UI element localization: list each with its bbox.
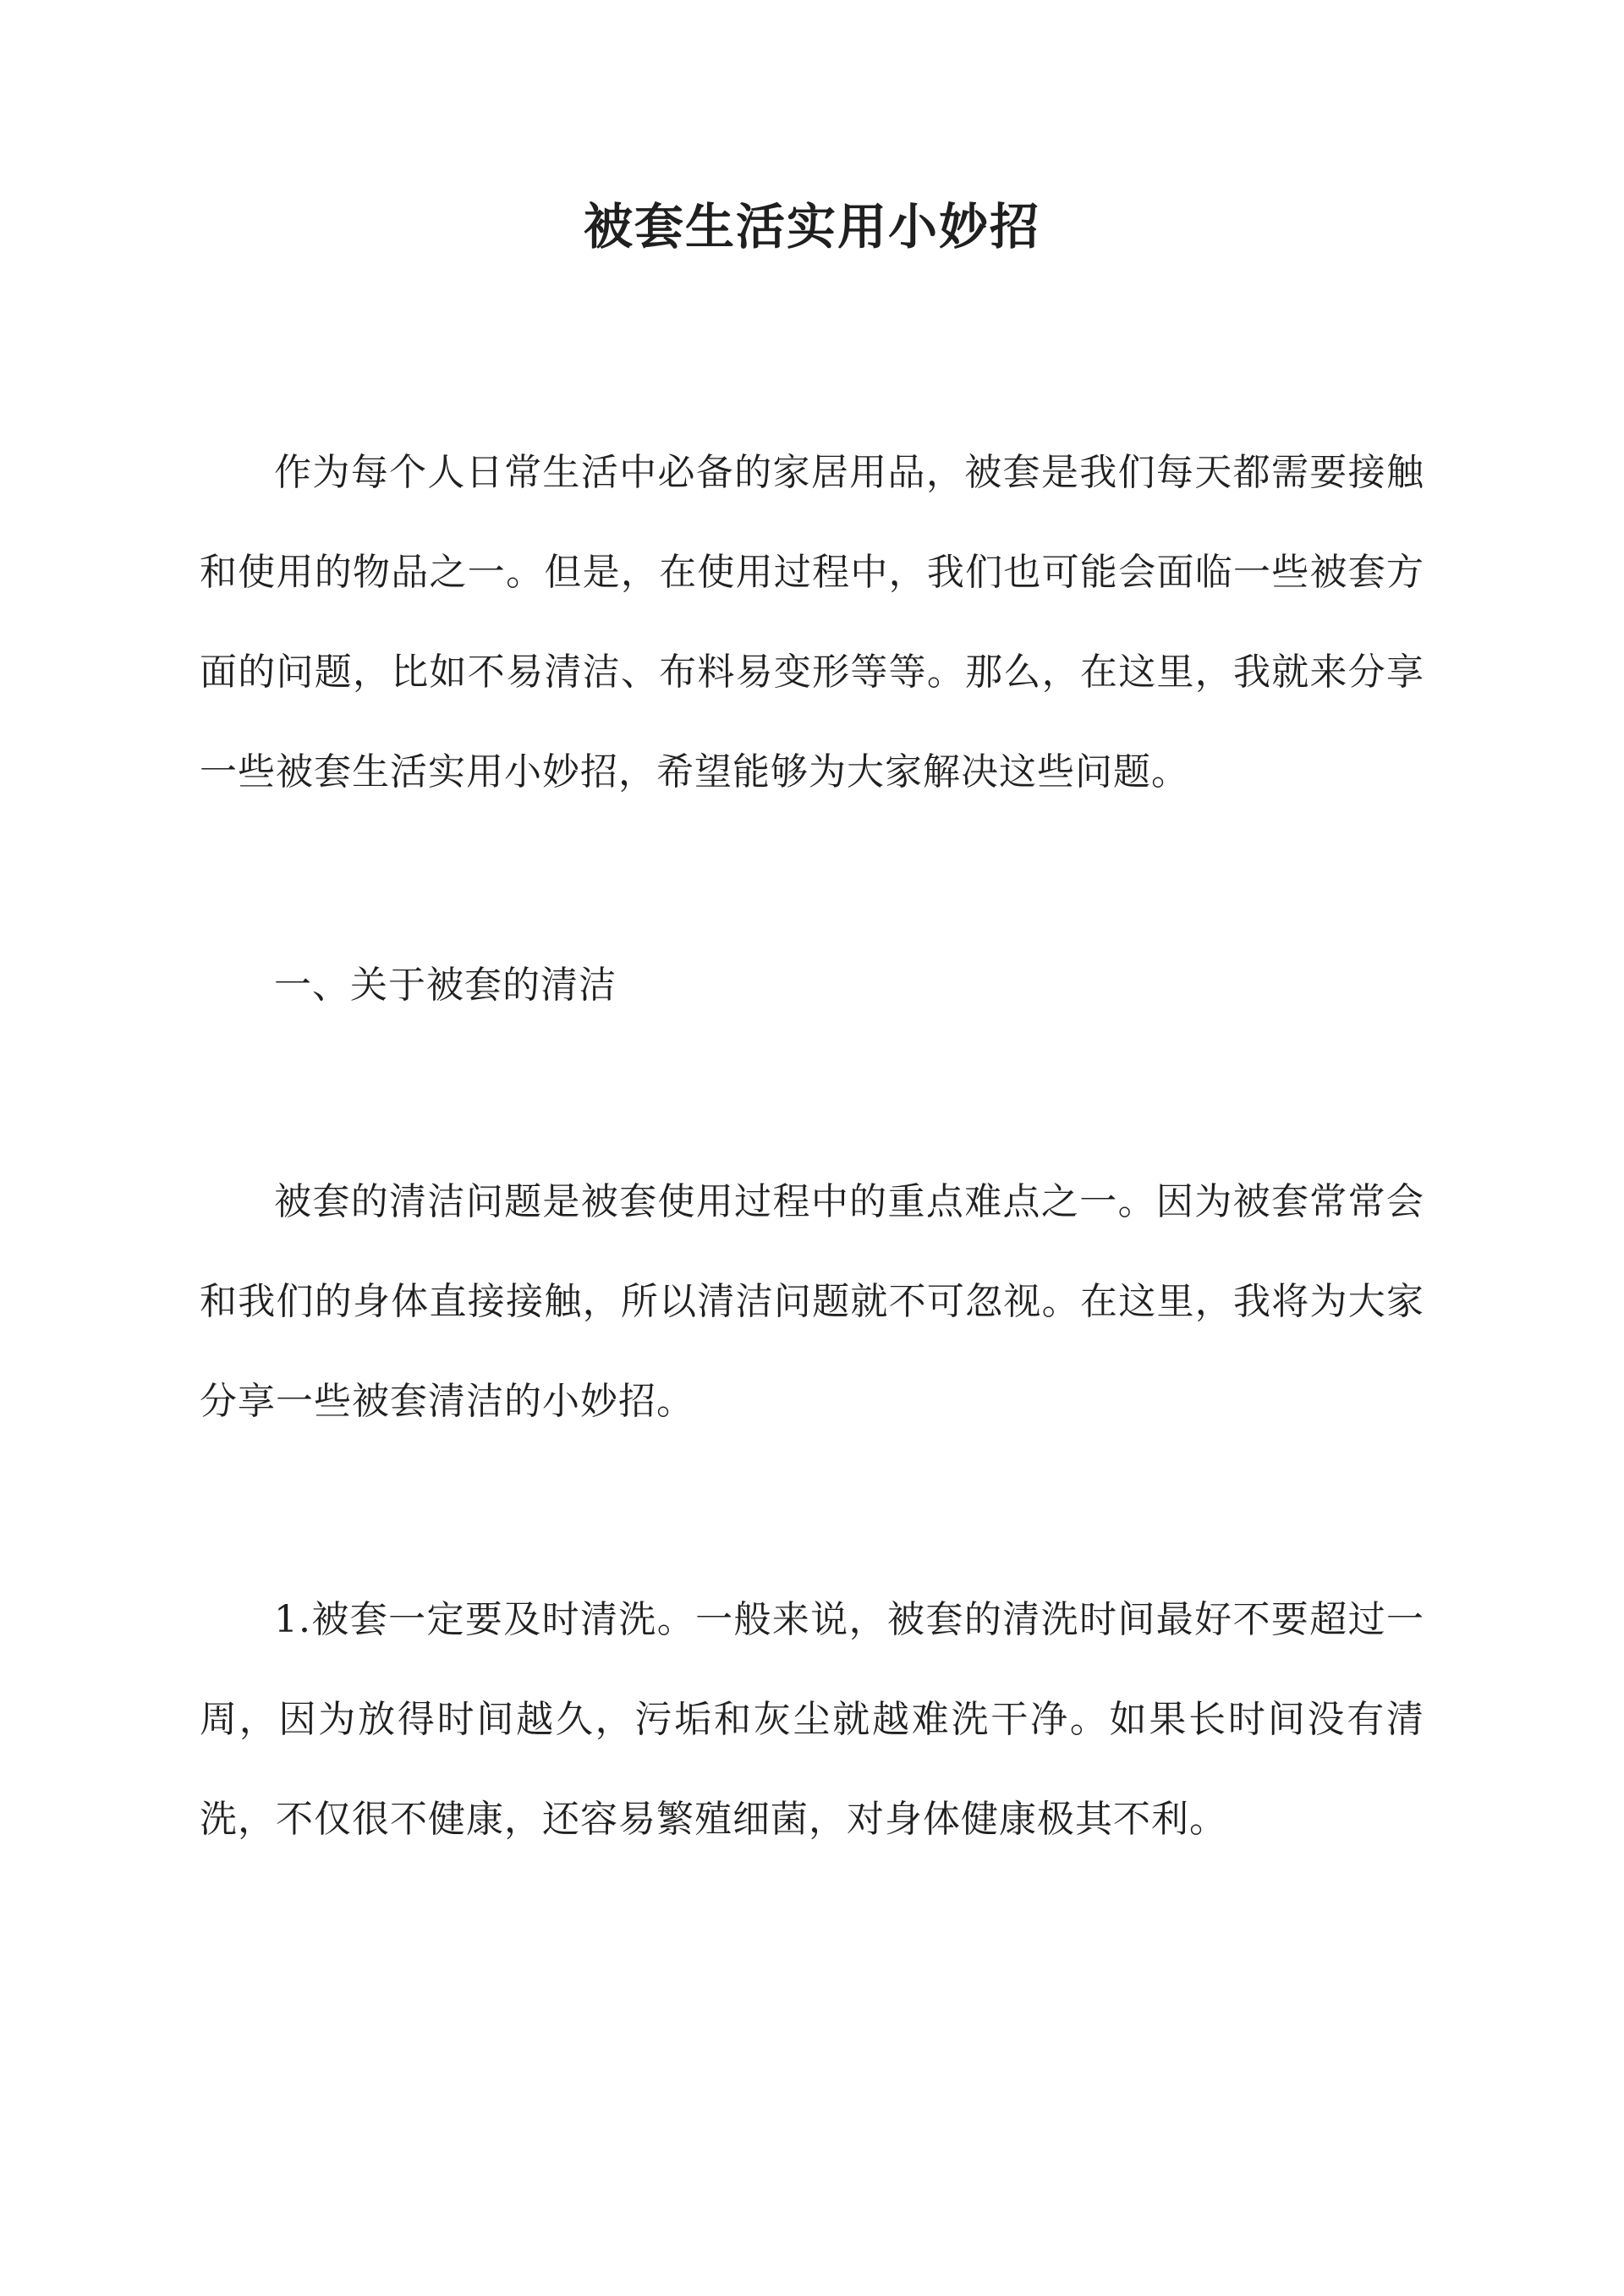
intro-paragraph: 作为每个人日常生活中必备的家居用品，被套是我们每天都需要接触和使用的物品之一。但是，在使用过程中，我们也可能会面临一些被套方面的问题，比如不易清洁、布料易变形等等。那么，在这里，我就来分享一些被套生活实用小妙招，希望能够为大家解决这些问题。 xyxy=(200,451,1424,794)
section-heading-cleaning: 一、关于被套的清洁 xyxy=(274,964,617,1007)
document-title: 被套生活实用小妙招 xyxy=(583,198,1040,255)
tip-paragraph-1: 1.被套一定要及时清洗。一般来说，被套的清洗时间最好不要超过一周，因为放得时间越久，污垢和灰尘就越难洗干净。如果长时间没有清洗，不仅很不健康，还容易繁殖细菌，对身体健康极其不利。 xyxy=(200,1598,1424,1841)
cleaning-intro-paragraph: 被套的清洁问题是被套使用过程中的重点难点之一。因为被套常常会和我们的身体直接接触，所以清洁问题就不可忽视。在这里，我将为大家分享一些被套清洁的小妙招。 xyxy=(200,1180,1424,1423)
